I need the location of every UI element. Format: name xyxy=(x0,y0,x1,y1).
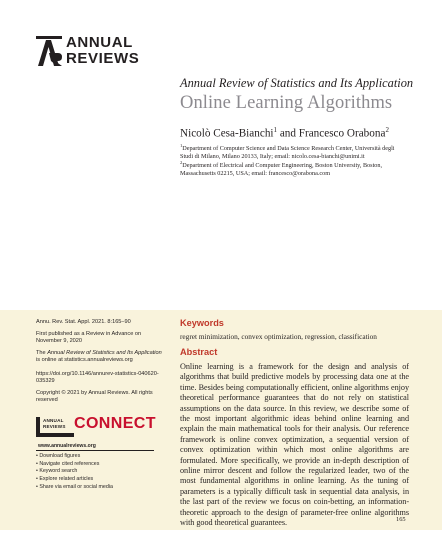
publisher-name-line: REVIEWS xyxy=(66,49,140,67)
affiliation-superscript: 2 xyxy=(180,160,183,165)
author-conjunction: and xyxy=(277,127,299,140)
online-note-suffix: is online at statistics.annualreviews.org xyxy=(36,357,133,364)
page-number: 165 xyxy=(396,516,406,523)
online-note-prefix: The xyxy=(36,350,48,356)
author-superscript: 1 xyxy=(273,126,278,134)
author-name: Francesco Orabona xyxy=(298,127,386,140)
affiliation-text: Department of Computer Science and Data Science Research Center, Università degli Studi di Milano, Milano 20133, Italy; email: nicolo.cesa-bianchi@unimi.it xyxy=(180,145,395,161)
connect-divider xyxy=(36,450,154,451)
connect-feature-item: • Keyword search xyxy=(36,468,113,476)
author-line xyxy=(180,126,389,140)
keywords-text: regret minimization, convex optimization, regression, classification xyxy=(180,332,377,341)
connect-feature-list xyxy=(36,453,113,492)
article-title: Online Learning Algorithms xyxy=(180,93,393,113)
doi-link[interactable]: https://doi.org/10.1146/annurev-statistics-040620-035329 xyxy=(36,371,159,385)
connect-small-label xyxy=(43,418,66,429)
connect-small-line: REVIEWS xyxy=(43,423,66,429)
citation: Annu. Rev. Stat. Appl. 2021. 8:165–90 xyxy=(36,319,131,325)
connect-url[interactable]: www.annualreviews.org xyxy=(38,443,96,449)
journal-name: Annual Review of Statistics and Its Application xyxy=(180,76,414,90)
connect-feature-item: • Share via email or social media xyxy=(36,484,113,492)
affiliation-text: Department of Electrical and Computer Engineering, Boston University, Boston, Massachusetts 02215, USA; email: francesco@orabona.com xyxy=(180,162,383,178)
connect-small-line: ANNUAL xyxy=(43,418,64,423)
publisher-name-line: ANNUAL xyxy=(66,34,133,51)
affiliation xyxy=(180,159,405,179)
author-superscript: 2 xyxy=(385,126,389,134)
abstract-text: Online learning is a framework for the design and analysis of algorithms that build predictive models by processing data one at the time. Besides being computationally efficient, online algorithms enjoy theoretical performance guarantees that do not rely on statistical assumptions on the data source. In this review, we describe some of the most important algorithmic ideas behind online learning and explain the main mathematical tools for their analysis. Our reference framework is online convex optimization, a sequential version of convex optimization within which most online algorithms are formulated. More specifically, we provide an in-depth description of online mirror descent and follow the regularized leader, two of the most fundamental algorithms in online learning. As the tuning of parameters is a typically difficult task in sequential data analysis, in the last part of the review we focus on coin-betting, an information-theoretic approach to the design of parameter-free online algorithms with good theoretical guarantees. xyxy=(180,362,409,528)
online-note xyxy=(36,350,166,365)
copyright-note: Copyright © 2021 by Annual Reviews. All rights reserved xyxy=(36,390,153,404)
author-name: Nicolò Cesa-Bianchi xyxy=(180,127,274,140)
connect-feature-item: • Navigate cited references xyxy=(36,461,113,469)
connect-title: CONNECT xyxy=(74,415,156,432)
online-note-journal: Annual Review of Statistics and Its Application xyxy=(47,350,162,356)
affiliation-superscript: 1 xyxy=(180,143,183,148)
abstract-heading: Abstract xyxy=(180,347,218,357)
publisher-name xyxy=(66,35,139,66)
connect-feature-item: • Explore related articles xyxy=(36,476,113,484)
first-published-note: First published as a Review in Advance on November 9, 2020 xyxy=(36,331,142,345)
annual-reviews-logo-icon xyxy=(36,36,62,66)
keywords-heading: Keywords xyxy=(180,318,224,328)
connect-feature-item: • Download figures xyxy=(36,453,113,461)
